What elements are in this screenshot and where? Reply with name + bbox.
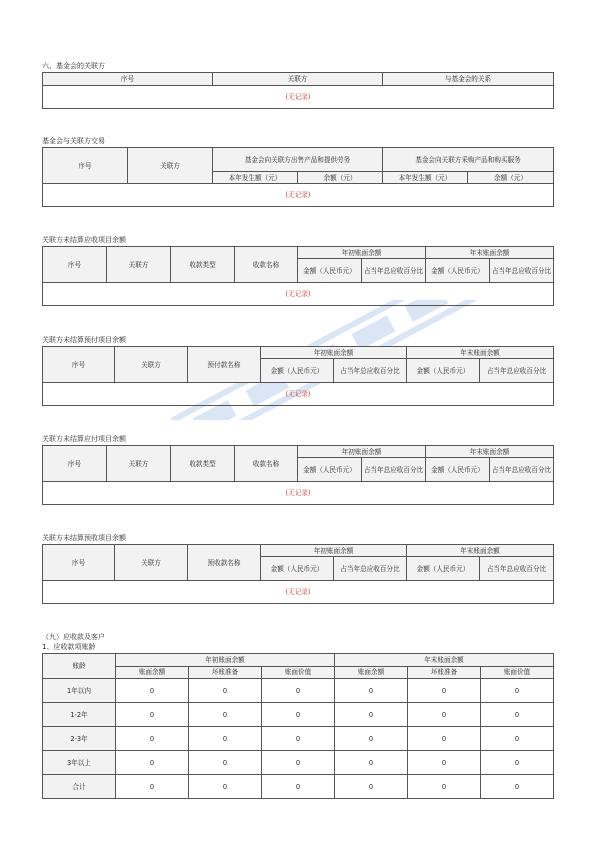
header-cell: 预收款名称 — [188, 545, 261, 581]
value-cell: 0 — [262, 751, 335, 775]
value-cell: 0 — [408, 727, 481, 751]
header-cell: 占当年总应收百分比 — [334, 359, 407, 383]
header-cell: 占当年总应收百分比 — [362, 259, 426, 283]
header-cell: 金额（人民币元） — [298, 259, 362, 283]
header-cell: 关联方 — [107, 247, 171, 283]
section-related-transactions — [42, 137, 553, 207]
header-cell: 金额（人民币元） — [298, 458, 362, 482]
section-title: 关联方未结算应收项目余额 — [42, 236, 126, 244]
header-cell: 账面余额 — [116, 666, 189, 679]
header-cell: 占当年总应收百分比 — [490, 259, 554, 283]
section-title: 关联方未结算预付项目余额 — [42, 336, 126, 344]
table-row — [43, 727, 554, 751]
payable-balances-table — [42, 445, 554, 505]
header-cell: 账面余额 — [335, 666, 408, 679]
header-cell: 基金会向关联方出售产品和提供劳务 — [213, 148, 383, 172]
no-record-text: (无记录) — [43, 283, 554, 306]
no-record-text: (无记录) — [43, 581, 554, 604]
section-title: 六、基金会的关联方 — [42, 62, 105, 70]
header-cell: 占当年总应收百分比 — [480, 359, 554, 383]
header-cell: 年末账面余额 — [407, 545, 554, 557]
header-cell: 金额（人民币元） — [426, 259, 490, 283]
header-cell: 序号 — [43, 247, 107, 283]
header-cell: 年初账面余额 — [261, 347, 407, 359]
header-cell: 年初账面余额 — [116, 654, 335, 667]
header-cell: 占当年总应收百分比 — [362, 458, 426, 482]
value-cell: 0 — [262, 679, 335, 703]
header-cell: 坏账准备 — [408, 666, 481, 679]
header-cell: 本年发生额（元） — [383, 172, 468, 184]
header-cell: 收款类型 — [171, 446, 235, 482]
header-cell: 账龄 — [43, 654, 116, 679]
section-prepaid-balances — [42, 336, 553, 406]
header-cell: 序号 — [43, 73, 213, 86]
value-cell: 0 — [335, 679, 408, 703]
header-cell: 账面价值 — [262, 666, 335, 679]
row-label: 合计 — [43, 775, 116, 799]
value-cell: 0 — [262, 727, 335, 751]
header-cell: 收款类型 — [171, 247, 235, 283]
header-cell: 关联方 — [128, 148, 213, 184]
value-cell: 0 — [116, 727, 189, 751]
advance-receipt-balances-table — [42, 544, 554, 604]
value-cell: 0 — [335, 727, 408, 751]
header-cell: 金额（人民币元） — [261, 359, 334, 383]
header-cell: 序号 — [43, 446, 107, 482]
prepaid-balances-table — [42, 346, 554, 406]
value-cell: 0 — [481, 679, 554, 703]
header-cell: 序号 — [43, 347, 115, 383]
header-cell: 年初账面余额 — [298, 247, 426, 259]
row-label: 1年以内 — [43, 679, 116, 703]
section-related-parties — [42, 62, 553, 109]
section-payable-balances — [42, 435, 553, 505]
section-title: （九）应收款及客户 — [42, 633, 105, 641]
receivables-aging-table — [42, 653, 554, 799]
header-cell: 与基金会的关系 — [383, 73, 554, 86]
row-label: 3年以上 — [43, 751, 116, 775]
value-cell: 0 — [189, 775, 262, 799]
header-cell: 占当年总应收百分比 — [480, 557, 554, 581]
section-receivable-balances — [42, 236, 553, 306]
row-label: 2-3年 — [43, 727, 116, 751]
value-cell: 0 — [481, 727, 554, 751]
header-cell: 年末账面余额 — [426, 247, 554, 259]
section-title: 基金会与关联方交易 — [42, 137, 105, 145]
no-record-text: (无记录) — [43, 383, 554, 406]
no-record-text: (无记录) — [43, 184, 554, 207]
header-cell: 坏账准备 — [189, 666, 262, 679]
header-cell: 关联方 — [213, 73, 383, 86]
value-cell: 0 — [408, 751, 481, 775]
value-cell: 0 — [189, 703, 262, 727]
header-cell: 金额（人民币元） — [261, 557, 334, 581]
no-record-text: (无记录) — [43, 86, 554, 109]
value-cell: 0 — [481, 775, 554, 799]
value-cell: 0 — [116, 703, 189, 727]
value-cell: 0 — [408, 679, 481, 703]
header-cell: 年初账面余额 — [298, 446, 426, 458]
receivable-balances-table — [42, 246, 554, 306]
value-cell: 0 — [335, 775, 408, 799]
value-cell: 0 — [408, 703, 481, 727]
header-cell: 收款名称 — [235, 247, 298, 283]
section-title: 关联方未结算预收项目余额 — [42, 534, 126, 542]
section-advance-receipt-balances — [42, 534, 553, 604]
header-cell: 占当年总应收百分比 — [334, 557, 407, 581]
header-cell: 年初账面余额 — [261, 545, 407, 557]
value-cell: 0 — [262, 703, 335, 727]
table-row — [43, 775, 554, 799]
header-cell: 金额（人民币元） — [426, 458, 490, 482]
header-cell: 余额（元） — [298, 172, 383, 184]
header-cell: 年末账面余额 — [407, 347, 554, 359]
row-label: 1-2年 — [43, 703, 116, 727]
header-cell: 关联方 — [115, 545, 188, 581]
value-cell: 0 — [116, 775, 189, 799]
table-row — [43, 703, 554, 727]
value-cell: 0 — [335, 703, 408, 727]
value-cell: 0 — [335, 751, 408, 775]
header-cell: 年末账面余额 — [426, 446, 554, 458]
section-title: 关联方未结算应付项目余额 — [42, 435, 126, 443]
related-parties-table — [42, 72, 554, 109]
value-cell: 0 — [408, 775, 481, 799]
value-cell: 0 — [189, 727, 262, 751]
header-cell: 本年发生额（元） — [213, 172, 298, 184]
header-cell: 金额（人民币元） — [407, 359, 480, 383]
value-cell: 0 — [189, 679, 262, 703]
header-cell: 关联方 — [115, 347, 188, 383]
table-row — [43, 751, 554, 775]
value-cell: 0 — [189, 751, 262, 775]
value-cell: 0 — [116, 751, 189, 775]
related-transactions-table — [42, 147, 554, 207]
header-cell: 序号 — [43, 545, 115, 581]
header-cell: 基金会向关联方采购产品和购买服务 — [383, 148, 554, 172]
table-row — [43, 679, 554, 703]
header-cell: 序号 — [43, 148, 128, 184]
header-cell: 金额（人民币元） — [407, 557, 480, 581]
header-cell: 年末账面余额 — [335, 654, 554, 667]
section-receivables-aging — [42, 633, 553, 799]
header-cell: 关联方 — [107, 446, 171, 482]
header-cell: 预付款名称 — [188, 347, 261, 383]
header-cell: 收款名称 — [235, 446, 298, 482]
value-cell: 0 — [481, 751, 554, 775]
header-cell: 占当年总应收百分比 — [490, 458, 554, 482]
value-cell: 0 — [262, 775, 335, 799]
section-subtitle: 1、应收款项账龄 — [42, 643, 96, 651]
header-cell: 余额（元） — [468, 172, 554, 184]
value-cell: 0 — [116, 679, 189, 703]
header-cell: 账面价值 — [481, 666, 554, 679]
no-record-text: (无记录) — [43, 482, 554, 505]
value-cell: 0 — [481, 703, 554, 727]
